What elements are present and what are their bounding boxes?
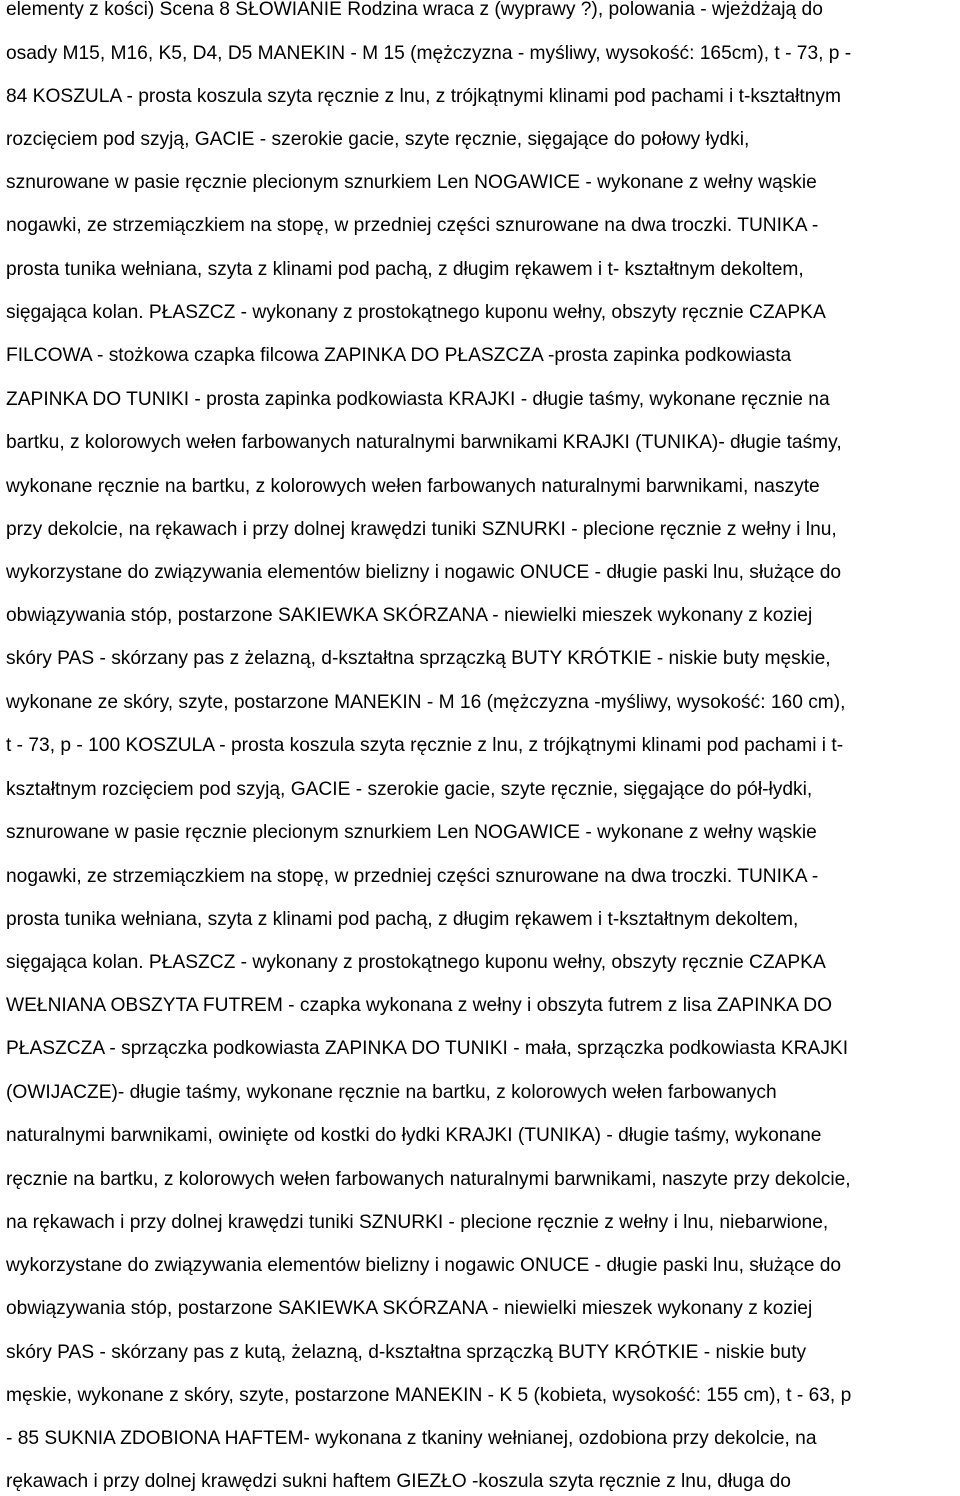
text-line: osady M15, M16, K5, D4, D5 MANEKIN - M 15 (mężczyzna - myśliwy, wysokość: 165cm), t - 73, p - xyxy=(6,43,852,64)
text-line: wykorzystane do związywania elementów bielizny i nogawic ONUCE - długie paski lnu, służące do xyxy=(6,562,842,583)
text-line: bartku, z kolorowych wełen farbowanych naturalnymi barwnikami KRAJKI (TUNIKA)- długie taśmy, xyxy=(6,432,842,453)
text-line: - 85 SUKNIA ZDOBIONA HAFTEM- wykonana z tkaniny wełnianej, ozdobiona przy dekolcie, na xyxy=(6,1428,817,1449)
text-line: na rękawach i przy dolnej krawędzi tuniki SZNURKI - plecione ręcznie z wełny i lnu, niebarwione, xyxy=(6,1212,829,1233)
text-line: obwiązywania stóp, postarzone SAKIEWKA SKÓRZANA - niewielki mieszek wykonany z koziej xyxy=(6,1298,813,1319)
text-line: prosta tunika wełniana, szyta z klinami pod pachą, z długim rękawem i t-kształtnym dekoltem, xyxy=(6,909,799,930)
text-line: elementy z kości) Scena 8 SŁOWIANIE Rodzina wraca z (wyprawy ?), polowania - wjeżdżają do xyxy=(6,0,823,20)
text-line: skóry PAS - skórzany pas z żelazną, d-kształtna sprzączką BUTY KRÓTKIE - niskie buty męskie, xyxy=(6,648,831,669)
text-line: sznurowane w pasie ręcznie plecionym sznurkiem Len NOGAWICE - wykonane z wełny wąskie xyxy=(6,172,817,193)
text-line: 84 KOSZULA - prosta koszula szyta ręcznie z lnu, z trójkątnymi klinami pod pachami i t-kształtnym xyxy=(6,86,841,107)
text-line: rękawach i przy dolnej krawędzi sukni haftem GIEZŁO -koszula szyta ręcznie z lnu, długa do xyxy=(6,1471,791,1492)
text-line: sznurowane w pasie ręcznie plecionym sznurkiem Len NOGAWICE - wykonane z wełny wąskie xyxy=(6,822,817,843)
text-line: nogawki, ze strzemiączkiem na stopę, w przedniej części sznurowane na dwa troczki. TUNIKA - xyxy=(6,215,819,236)
text-line: obwiązywania stóp, postarzone SAKIEWKA SKÓRZANA - niewielki mieszek wykonany z koziej xyxy=(6,605,813,626)
text-line: prosta tunika wełniana, szyta z klinami pod pachą, z długim rękawem i t- kształtnym dekoltem, xyxy=(6,259,804,280)
text-line: FILCOWA - stożkowa czapka filcowa ZAPINKA DO PŁASZCZA -prosta zapinka podkowiasta xyxy=(6,345,792,366)
text-line: wykonane ręcznie na bartku, z kolorowych wełen farbowanych naturalnymi barwnikami, naszyte xyxy=(6,476,820,497)
text-line: naturalnymi barwnikami, owinięte od kostki do łydki KRAJKI (TUNIKA) - długie taśmy, wykonane xyxy=(6,1125,822,1146)
text-line: męskie, wykonane z skóry, szyte, postarzone MANEKIN - K 5 (kobieta, wysokość: 155 cm), t - 63, p xyxy=(6,1385,852,1406)
text-line: WEŁNIANA OBSZYTA FUTREM - czapka wykonana z wełny i obszyta futrem z lisa ZAPINKA DO xyxy=(6,995,833,1016)
text-line: skóry PAS - skórzany pas z kutą, żelazną, d-kształtna sprzączką BUTY KRÓTKIE - niskie buty xyxy=(6,1342,807,1363)
text-line: sięgająca kolan. PŁASZCZ - wykonany z prostokątnego kuponu wełny, obszyty ręcznie CZAPKA xyxy=(6,302,826,323)
text-line: rozcięciem pod szyją, GACIE - szerokie gacie, szyte ręcznie, sięgające do połowy łydki, xyxy=(6,129,750,150)
text-line: wykonane ze skóry, szyte, postarzone MANEKIN - M 16 (mężczyzna -myśliwy, wysokość: 160 cm), xyxy=(6,692,846,713)
text-line: ZAPINKA DO TUNIKI - prosta zapinka podkowiasta KRAJKI - długie taśmy, wykonane ręcznie na xyxy=(6,389,830,410)
text-line: PŁASZCZA - sprzączka podkowiasta ZAPINKA DO TUNIKI - mała, sprzączka podkowiasta KRAJKI xyxy=(6,1038,849,1059)
text-line: kształtnym rozcięciem pod szyją, GACIE - szerokie gacie, szyte ręcznie, sięgające do pół-łydki, xyxy=(6,779,813,800)
text-line: (OWIJACZE)- długie taśmy, wykonane ręcznie na bartku, z kolorowych wełen farbowanych xyxy=(6,1082,777,1103)
text-line: wykorzystane do związywania elementów bielizny i nogawic ONUCE - długie paski lnu, służące do xyxy=(6,1255,842,1276)
text-line: nogawki, ze strzemiączkiem na stopę, w przedniej części sznurowane na dwa troczki. TUNIKA - xyxy=(6,866,819,887)
text-line: ręcznie na bartku, z kolorowych wełen farbowanych naturalnymi barwnikami, naszyte przy dekolcie, xyxy=(6,1169,851,1190)
text-line: t - 73, p - 100 KOSZULA - prosta koszula szyta ręcznie z lnu, z trójkątnymi klinami pod pachami i t- xyxy=(6,735,844,756)
text-line: sięgająca kolan. PŁASZCZ - wykonany z prostokątnego kuponu wełny, obszyty ręcznie CZAPKA xyxy=(6,952,826,973)
text-line: przy dekolcie, na rękawach i przy dolnej krawędzi tuniki SZNURKI - plecione ręcznie z wełny i lnu, xyxy=(6,519,837,540)
